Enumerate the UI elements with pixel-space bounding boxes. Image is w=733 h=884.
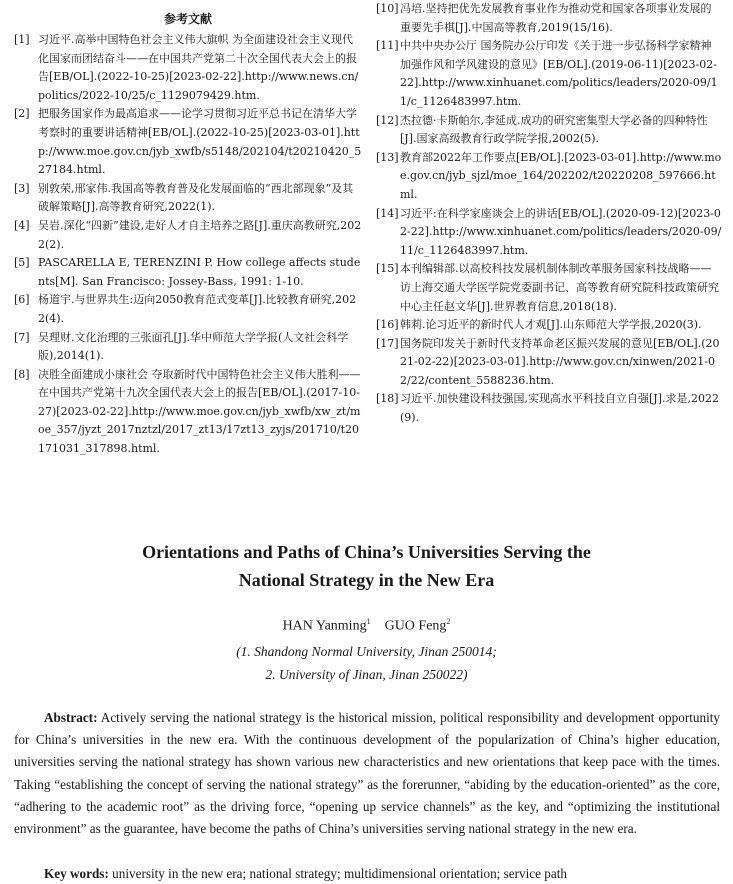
author-1-affiliation-mark: 1 bbox=[366, 617, 371, 626]
reference-number: [8] bbox=[14, 367, 30, 381]
reference-text: 韩莉.论习近平的新时代人才观[J].山东师范大学学报,2020(3). bbox=[400, 318, 702, 332]
references-heading: 参考文献 bbox=[163, 12, 212, 26]
reference-item bbox=[376, 335, 722, 391]
affiliation-2: 2. University of Jinan, Jinan 250022) bbox=[265, 667, 468, 682]
reference-text: 习近平:在科学家座谈会上的讲话[EB/OL].(2020-09-12)[2023-02-22].http://www.xinhuanet.com/politics/leaders/2020-09/11/c_1126483997.htm. bbox=[400, 206, 722, 257]
reference-text: 杰拉德·卡斯帕尔,李延成.成功的研究密集型大学必备的四种特性[J].国家高级教育行政学院学报,2002(5). bbox=[400, 113, 708, 146]
reference-item bbox=[14, 291, 362, 328]
keywords-label: Key words: bbox=[44, 866, 109, 881]
reference-item bbox=[14, 217, 362, 254]
reference-text: 把服务国家作为最高追求——论学习贯彻习近平总书记在清华大学考察时的重要讲话精神[EB/OL].(2022-10-25)[2023-03-01].http://www.moe.gov.cn/jyb_xwfb/s5148/202104/t20210420_527184.html. bbox=[38, 107, 362, 177]
reference-item bbox=[376, 37, 722, 111]
abstract-label: Abstract: bbox=[44, 710, 98, 725]
abstract bbox=[14, 707, 720, 840]
reference-item bbox=[376, 316, 722, 335]
paper-title-line-1: Orientations and Paths of China’s Universities Serving the bbox=[142, 542, 591, 562]
reference-number: [5] bbox=[14, 256, 30, 270]
reference-number: [17] bbox=[376, 336, 399, 350]
reference-number: [15] bbox=[376, 262, 399, 276]
author-line bbox=[0, 617, 733, 635]
reference-item bbox=[14, 329, 362, 366]
reference-text: 本刊编辑部.以高校科技发展机制体制改革服务国家科技战略——访上海交通大学医学院党委副书记、高等教育研究院科技政策研究中心主任赵文华[J].世界教育信息,2018(18). bbox=[400, 262, 719, 313]
reference-text: 冯培.坚持把优先发展教育事业作为推动党和国家各项事业发展的重要先手棋[J].中国高等教育,2019(15/16). bbox=[400, 2, 712, 34]
reference-number: [2] bbox=[14, 107, 30, 121]
reference-item bbox=[376, 149, 722, 205]
reference-number: [11] bbox=[376, 39, 399, 53]
keywords-text: university in the new era; national strategy; multidimensional orientation; service path bbox=[112, 866, 567, 881]
author-2: GUO Feng bbox=[384, 618, 447, 634]
author-2-affiliation-mark: 2 bbox=[446, 617, 451, 626]
affiliation-1: (1. Shandong Normal University, Jinan 250014; bbox=[236, 644, 497, 659]
reference-number: [14] bbox=[376, 206, 399, 220]
reference-number: [10] bbox=[376, 2, 399, 15]
reference-text: 吴理财.文化治理的三张面孔[J].华中师范大学学报(人文社会科学版),2014(1). bbox=[38, 330, 349, 363]
reference-number: [4] bbox=[14, 218, 30, 232]
reference-number: [16] bbox=[376, 318, 399, 332]
paper-title-line-2: National Strategy in the New Era bbox=[238, 570, 495, 590]
reference-text: PASCARELLA E, TERENZINI P. How college affects students[M]. San Francisco: Jossey-Bass, 1991: 1-10. bbox=[38, 256, 361, 288]
reference-number: [7] bbox=[14, 330, 30, 344]
reference-number: [18] bbox=[376, 392, 399, 406]
reference-text: 决胜全面建成小康社会 夺取新时代中国特色社会主义伟大胜利——在中国共产党第十九次全国代表大会上的报告[EB/OL].(2017-10-27)[2023-02-22].http://www.moe.gov.cn/jyb_xwfb/xw_zt/moe_357/jyzt_2017nztzl/2017_zt13/17zt13_zyjs/201710/t20171031_317898.html. bbox=[38, 367, 361, 456]
keywords bbox=[44, 864, 724, 884]
author-1: HAN Yanming bbox=[282, 618, 367, 634]
reference-item bbox=[14, 31, 362, 105]
reference-number: [6] bbox=[14, 293, 30, 307]
reference-number: [13] bbox=[376, 150, 399, 164]
reference-text: 中共中央办公厅 国务院办公厅印发《关于进一步弘扬科学家精神加强作风和学风建设的意见》[EB/OL].(2019-06-11)[2023-02-22].http://www.xinhuanet.com/politics/leaders/2020-09/11/c_1126483997.htm. bbox=[400, 39, 718, 108]
reference-number: [1] bbox=[14, 33, 30, 46]
reference-text: 别敦荣,邢家伟.我国高等教育普及化发展面临的“西北部现象”及其破解策略[J].高等教育研究,2022(1). bbox=[38, 181, 354, 214]
reference-number: [12] bbox=[376, 113, 399, 127]
reference-text: 教育部2022年工作要点[EB/OL].[2023-03-01].http://www.moe.gov.cn/jyb_sjzl/moe_164/202202/t20220208_597666.html. bbox=[400, 150, 722, 201]
reference-item bbox=[376, 205, 722, 261]
references-right-column bbox=[376, 0, 722, 428]
reference-item bbox=[376, 390, 722, 427]
reference-text: 国务院印发关于新时代支持革命老区振兴发展的意见[EB/OL].(2021-02-22)[2023-03-01].http://www.gov.cn/xinwen/2021-02/22/content_5588236.htm. bbox=[400, 336, 720, 387]
references-left-column bbox=[14, 0, 362, 459]
reference-text: 吴岩.深化“四新”建设,走好人才自主培养之路[J].重庆高教研究,2022(2). bbox=[38, 218, 362, 251]
reference-item bbox=[14, 105, 362, 179]
abstract-text: Actively serving the national strategy is the historical mission, political responsibility and development opportunity for China’s universities in the new era. With the continuous development of the popularization of China’s higher education, universities serving the national strategy has shown various new characteristics and new orientations that keep pace with the times. Taking “establishing the concept of serving the national strategy” as the forerunner, “abiding by the education-oriented” as the core, “adhering to the academic root” as the driving force, “opening up service channels” as the key, and “optimizing the institutional environment” as the guarantee, have become the paths of China’s universities serving national strategy in the new era. bbox=[14, 710, 720, 837]
affiliations bbox=[0, 640, 733, 686]
paper-title bbox=[0, 538, 733, 594]
reference-item bbox=[376, 260, 722, 316]
reference-item bbox=[14, 366, 362, 459]
reference-number: [3] bbox=[14, 181, 30, 195]
reference-item bbox=[376, 0, 722, 37]
reference-text: 习近平.高举中国特色社会主义伟大旗帜 为全面建设社会主义现代化国家而团结奋斗——在中国共产党第二十次全国代表大会上的报告[EB/OL].(2022-10-25)[2023-02-22].http://www.news.cn/politics/2022-10/25/c_1129079429.htm. bbox=[38, 33, 359, 102]
reference-text: 习近平.加快建设科技强国,实现高水平科技自立自强[J].求是,2022(9). bbox=[400, 392, 719, 425]
reference-item bbox=[14, 254, 362, 291]
reference-item bbox=[14, 180, 362, 217]
reference-text: 杨道宇.与世界共生:迈向2050教育范式变革[J].比较教育研究,2022(4). bbox=[38, 293, 357, 325]
reference-item bbox=[376, 112, 722, 149]
